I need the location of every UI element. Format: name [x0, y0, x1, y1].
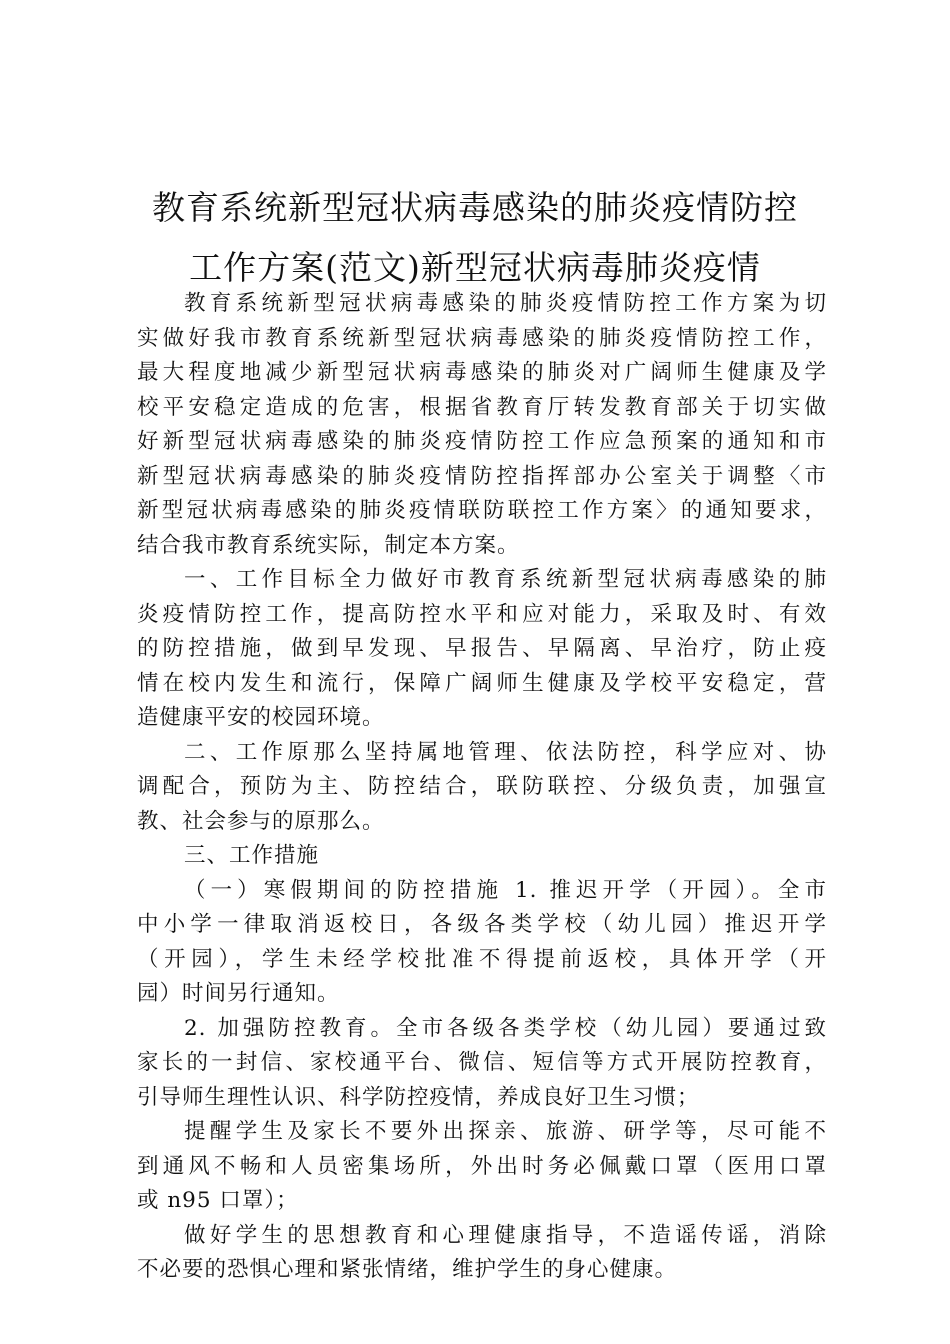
- body-line: 造健康平安的校园环境。: [137, 705, 385, 730]
- body-line: 情在校内发生和流行，保障广阔师生健康及学校平安稳定，营: [137, 670, 827, 696]
- document-body: [137, 287, 827, 1288]
- body-line: 提醒学生及家长不要外出探亲、旅游、研学等，尽可能不: [184, 1119, 827, 1144]
- body-line: 一、工作目标全力做好市教育系统新型冠状病毒感染的肺: [184, 567, 827, 592]
- body-line: 最大程度地减少新型冠状病毒感染的肺炎对广阔师生健康及学: [137, 360, 827, 385]
- document-title-line-2: 工作方案(范文)新型冠状病毒肺炎疫情: [189, 248, 761, 287]
- body-line: 园）时间另行通知。: [137, 981, 340, 1006]
- body-line: 的防控措施，做到早发现、早报告、早隔离、早治疗，防止疫: [137, 636, 827, 661]
- body-line: 新型冠状病毒感染的肺炎疫情防控指挥部办公室关于调整〈市: [137, 463, 827, 489]
- body-line: 结合我市教育系统实际，制定本方案。: [137, 532, 520, 558]
- body-line: 实做好我市教育系统新型冠状病毒感染的肺炎疫情防控工作，: [137, 325, 827, 351]
- body-line: 或 n95 口罩）；: [137, 1188, 299, 1213]
- body-line: 新型冠状病毒感染的肺炎疫情联防联控工作方案〉的通知要求，: [137, 498, 827, 523]
- body-line: 教育系统新型冠状病毒感染的肺炎疫情防控工作方案为切: [184, 291, 827, 316]
- body-line: （开园），学生未经学校批准不得提前返校，具体开学（开: [137, 946, 827, 972]
- body-line: 炎疫情防控工作，提高防控水平和应对能力，采取及时、有效: [137, 601, 827, 627]
- body-line: 不必要的恐惧心理和紧张情绪，维护学生的身心健康。: [137, 1257, 678, 1282]
- section-heading: 三、工作措施: [184, 843, 320, 868]
- body-line: 做好学生的思想教育和心理健康指导，不造谣传谣，消除: [184, 1222, 827, 1248]
- body-line: 引导师生理性认识、科学防控疫情，养成良好卫生习惯；: [137, 1084, 700, 1110]
- body-line: 好新型冠状病毒感染的肺炎疫情防控工作应急预案的通知和市: [137, 429, 827, 454]
- document-title-line-1: 教育系统新型冠状病毒感染的肺炎疫情防控: [152, 188, 798, 227]
- body-line: 中小学一律取消返校日，各级各类学校（幼儿园）推迟开学: [137, 912, 827, 937]
- body-line: 二、工作原那么坚持属地管理、依法防控，科学应对、协: [184, 739, 827, 765]
- body-line: 2. 加强防控教育。全市各级各类学校（幼儿园）要通过致: [184, 1015, 827, 1041]
- body-line: 调配合，预防为主、防控结合，联防联控、分级负责，加强宣: [137, 774, 827, 799]
- body-line: 家长的一封信、家校通平台、微信、短信等方式开展防控教育，: [137, 1050, 827, 1075]
- body-line: 教、社会参与的原那么。: [137, 808, 385, 834]
- body-line: 校平安稳定造成的危害，根据省教育厅转发教育部关于切实做: [137, 394, 827, 420]
- body-line: 到通风不畅和人员密集场所，外出时务必佩戴口罩（医用口罩: [137, 1153, 827, 1179]
- body-line: （一）寒假期间的防控措施 1. 推迟开学（开园）。全市: [184, 877, 827, 903]
